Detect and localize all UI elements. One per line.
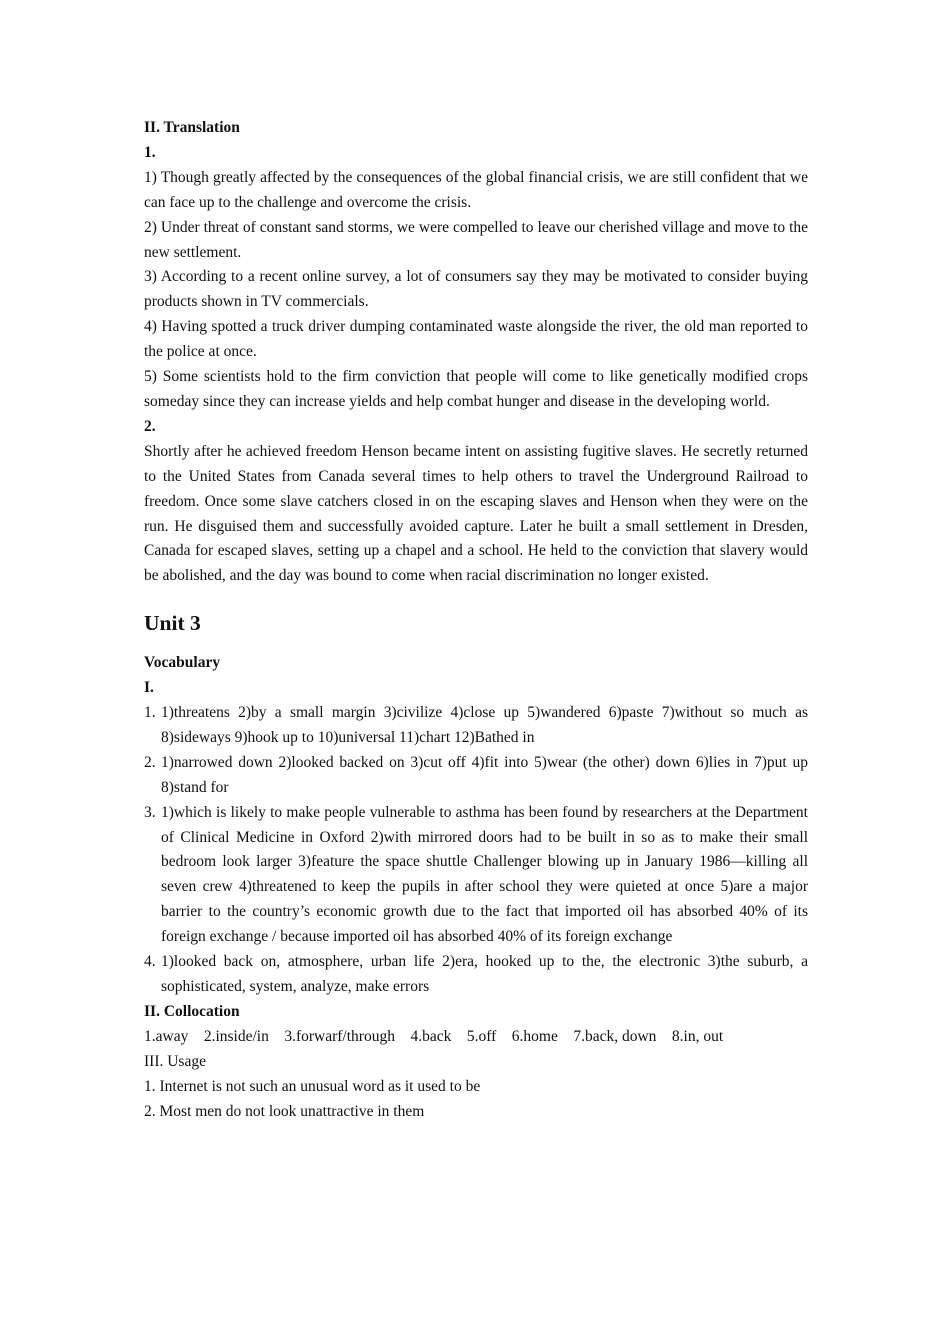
usage-item-1: 1. Internet is not such an unusual word as it used to be	[144, 1077, 481, 1095]
unit-title: Unit 3	[144, 611, 201, 636]
vocab-item-number: 3.	[144, 803, 156, 821]
vocab-item-text: 1)which is likely to make people vulnerable to asthma has been found by researchers at the Department of Clinical Medicine in Oxford 2)with mirrored doors had to be built in so as to make their small bedroom look larger 3)feature the space shuttle Challenger blowing up in January 1986—killing all seven crew 4)threatened to keep the pupils in after school they were quieted at once 5)are a major barrier to the country’s economic growth due to the fact that imported oil has absorbed 40% of its foreign exchange / because imported oil has absorbed 40% of its foreign exchange	[161, 803, 808, 946]
vocabulary-heading: Vocabulary	[144, 654, 221, 672]
vocab-item-number: 1.	[144, 704, 156, 722]
vocabulary-section-label: I.	[144, 679, 154, 697]
translation-paragraph: Shortly after he achieved freedom Henson became intent on assisting fugitive slaves. He secretly returned to the United States from Canada several times to help others to travel the Underground Railroad to freedom. Once some slave catchers closed in on the escaping slaves and Henson when they were on the run. He disguised them and successfully avoided capture. Later he built a small settlement in Dresden, Canada for escaped slaves, setting up a chapel and a school. He held to the conviction that slavery would be abolished, and the day was bound to come when racial discrimination no longer existed.	[144, 442, 808, 585]
collocation-answers: 1.away 2.inside/in 3.forwarf/through 4.back 5.off 6.home 7.back, down 8.in, out	[144, 1027, 724, 1045]
vocab-item-1	[144, 701, 808, 751]
vocab-item-number: 4.	[144, 953, 156, 971]
translation-heading: II. Translation	[144, 119, 240, 136]
translation-item-2: 2) Under threat of constant sand storms, we were compelled to leave our cherished village and move to the new settlement.	[144, 218, 808, 261]
vocab-item-3	[144, 801, 808, 950]
vocab-item-text: 1)narrowed down 2)looked backed on 3)cut off 4)fit into 5)wear (the other) down 6)lies in 7)put up 8)stand for	[161, 753, 808, 796]
translation-item-4: 4) Having spotted a truck driver dumping contaminated waste alongside the river, the old man reported to the police at once.	[144, 318, 808, 361]
collocation-heading: II. Collocation	[144, 1002, 240, 1020]
vocab-item-text: 1)threatens 2)by a small margin 3)civilize 4)close up 5)wandered 6)paste 7)without so much as 8)sideways 9)hook up to 10)universal 11)chart 12)Bathed in	[161, 704, 808, 746]
usage-heading: III. Usage	[144, 1052, 206, 1070]
document-page	[144, 116, 808, 1124]
vocab-item-number: 2.	[144, 753, 156, 771]
vocab-item-text: 1)looked back on, atmosphere, urban life 2)era, hooked up to the, the electronic 3)the suburb, a sophisticated, system, analyze, make errors	[161, 953, 808, 995]
translation-part1-label: 1.	[144, 143, 156, 161]
translation-item-1: 1) Though greatly affected by the consequences of the global financial crisis, we are still confident that we can face up to the challenge and overcome the crisis.	[144, 168, 808, 211]
vocab-item-4	[144, 950, 808, 1000]
vocab-item-2	[144, 751, 808, 801]
translation-item-5: 5) Some scientists hold to the firm conviction that people will come to like genetically modified crops someday since they can increase yields and help combat hunger and disease in the developing world.	[144, 368, 808, 410]
usage-item-2: 2. Most men do not look unattractive in them	[144, 1102, 425, 1120]
translation-item-3: 3) According to a recent online survey, a lot of consumers say they may be motivated to consider buying products shown in TV commercials.	[144, 268, 808, 311]
translation-part2-label: 2.	[144, 417, 156, 435]
